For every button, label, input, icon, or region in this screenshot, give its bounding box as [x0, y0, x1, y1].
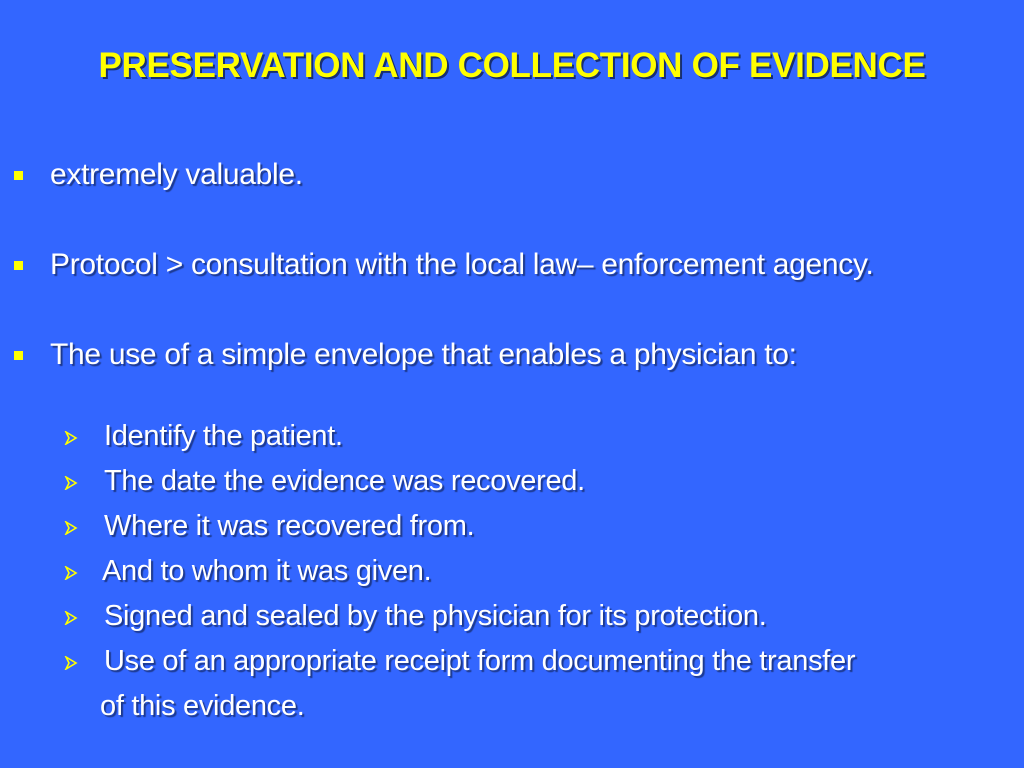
sub-bullet-text: The date the evidence was recovered.: [104, 465, 585, 497]
slide-title: PRESERVATION AND COLLECTION OF EVIDENCE: [98, 46, 926, 85]
bullet-text: extremely valuable.: [50, 158, 303, 191]
bullet-text: Protocol > consultation with the local law– enforcement agency.: [50, 248, 874, 281]
sub-bullet-text: Identify the patient.: [104, 420, 343, 452]
sub-bullet-text: And to whom it was given.: [102, 555, 432, 587]
sub-bullet-text: Use of an appropriate receipt form documenting the transfer: [104, 645, 856, 677]
arrow-bullet-icon: [64, 611, 78, 625]
square-bullet-icon: [14, 261, 23, 270]
arrow-bullet-icon: [64, 521, 78, 535]
square-bullet-icon: [14, 171, 23, 180]
arrow-bullet-icon: [64, 476, 78, 490]
arrow-bullet-icon: [64, 566, 78, 580]
arrow-bullet-icon: [64, 431, 78, 445]
square-bullet-icon: [14, 351, 23, 360]
sub-bullet-text: Where it was recovered from.: [104, 510, 475, 542]
sub-bullet-text: Signed and sealed by the physician for its protection.: [104, 600, 767, 632]
continuation-text: of this evidence.: [100, 690, 305, 722]
bullet-text: The use of a simple envelope that enables a physician to:: [50, 338, 797, 371]
arrow-bullet-icon: [64, 656, 78, 670]
